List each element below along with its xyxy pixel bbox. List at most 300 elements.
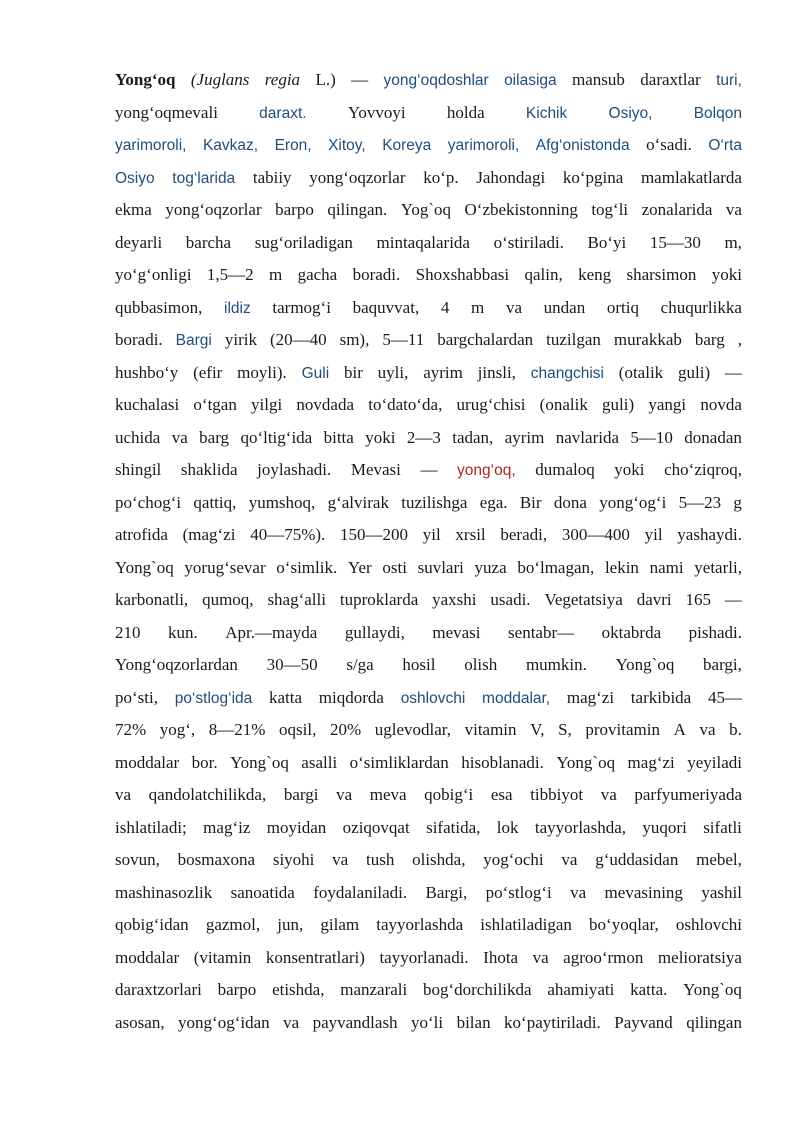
word: qandolatchilikda, [148,785,267,804]
word: (otalik [618,362,664,382]
word: katta [269,687,303,707]
word: to‘dato‘da, [368,395,443,414]
word: mag‘iz [203,817,251,837]
word: Mevasi [350,460,401,479]
hyperlink-word[interactable]: Afg‘onistonda [535,137,630,154]
word: payvandlash [312,1012,398,1032]
word: Yong‘oqzorlardan [115,655,238,674]
word: etishda, [272,980,325,999]
word: keng [578,265,612,284]
text-line [115,720,742,753]
word: g [733,492,742,512]
word: 30—50 [266,655,318,674]
word: sm), [339,330,370,349]
word: daraxtlar [640,70,701,89]
word: ahamiyati [547,980,615,999]
word: miqdorda [318,687,384,707]
word: guli) [678,362,711,382]
word: barg [199,427,230,447]
word: 8—21% [208,720,266,739]
word: po‘sti, [115,687,158,707]
word: jinsli, [477,362,516,382]
word: o‘simlik. [276,557,338,577]
word: va [171,427,188,447]
word: deyarli [115,232,163,252]
word: tuzilgan [546,330,601,349]
hyperlink-word[interactable]: Eron, [274,137,312,154]
word: melioratsiya [657,947,742,967]
word: tadan, [452,427,494,447]
word: va [332,850,349,869]
word: sug‘oriladigan [254,232,353,252]
word: manzarali [340,980,408,999]
hyperlink-word[interactable]: Koreya [382,137,432,154]
word: bargi, [703,655,742,674]
word: 165 [685,590,712,609]
hyperlink-word[interactable]: ildiz [224,299,251,317]
word: tibbiyot [530,785,584,804]
word: tarmog‘i [272,297,331,317]
word: 15—30 [649,232,701,252]
word: dumaloq [535,460,595,479]
word: (onalik [539,395,588,414]
word: xrsil [455,525,486,544]
word: sentabr— [508,622,575,642]
article-body [115,70,742,1045]
word: b. [729,720,742,739]
word: qilingan. [327,200,388,219]
word: sifatli [703,817,742,837]
word: katta. [630,980,668,999]
text-line [115,103,742,136]
word: joylashadi. [257,460,332,479]
word: 20% [329,720,362,739]
text-line [115,395,742,428]
word: holda [446,102,485,122]
word: — [420,460,438,479]
word: uyli, [377,362,409,382]
word: kun. [168,622,198,642]
word: yirik [224,330,257,349]
word: 300—400 [561,525,630,544]
word: bitta [323,427,354,447]
word: olish [464,655,498,674]
word: — [351,70,369,89]
word: barg [694,330,725,349]
word: oktabrda [601,622,662,642]
word: (20—40 [269,330,327,349]
text-line [115,330,742,363]
text-line [115,493,742,526]
word: cho‘ziqroq, [664,460,742,479]
word: moyli). [237,362,287,382]
word: va [115,785,132,804]
word: kuchalasi [115,395,180,414]
word: jun, [277,915,304,934]
word: yog‘ochi [483,850,544,869]
word: va [699,720,716,739]
word: qattiq, [193,492,237,512]
word: V, [530,720,545,739]
word: Jahondagi [476,167,546,187]
word: yoki [365,427,396,447]
word: regia [264,70,301,89]
word: yangi [648,395,687,414]
word: , [737,330,742,349]
text-line [115,753,742,786]
word: mevasi [432,622,481,642]
word: yeyiladi [687,752,742,772]
word: yilgi [251,395,283,414]
hyperlink-word[interactable]: moddalar, [482,689,551,707]
word: esa [490,785,513,804]
text-line [115,818,742,851]
word: Apr.—mayda [225,622,318,642]
word: qilingan [686,1012,742,1032]
word: 5—11 [382,330,425,349]
word: nami [649,557,684,577]
hyperlink-word[interactable]: Xitoy, [328,137,366,154]
word: oziqovqat [342,817,410,837]
word: bir [343,362,363,382]
word: 5—23 [678,492,722,512]
word: ko‘pgina [562,167,624,187]
word: mansub [572,70,625,89]
hyperlink-word[interactable]: yong‘oqdoshlar [383,72,489,89]
word: daraxtzorlari [115,980,202,999]
hyperlink-word[interactable]: Osiyo [115,169,155,187]
word: Ihota [483,947,519,967]
hyperlink-word[interactable]: tog‘larida [172,169,236,187]
word: mag‘zi [627,752,675,772]
word: shingil [115,460,162,479]
text-line [115,168,742,201]
word: Yong‘oq [115,70,176,89]
word: 150—200 [340,525,408,544]
word: usadi. [490,590,531,609]
word: (vitamin [193,947,252,967]
word: yong‘oqmevali [115,102,218,122]
word: yoki [614,460,645,479]
word: barpo [275,200,314,219]
text-line [115,363,742,396]
word: ko‘p. [423,167,459,187]
word: va [532,947,549,967]
hyperlink-word[interactable]: Bargi [175,332,212,349]
hyperlink-word[interactable]: yarimoroli, [115,137,187,154]
word: moyidan [266,817,327,837]
word: oqsil, [279,720,317,739]
word: s/ga [346,655,374,674]
word: O‘zbekistonning [464,200,578,219]
text-line [115,135,742,168]
word: asosan, [115,1012,165,1032]
hyperlink-word[interactable]: changchisi [530,364,604,382]
text-line [115,558,742,591]
word: sharsimon [626,265,697,284]
word: urug‘chisi [456,395,526,414]
word: Yong`oq [556,752,616,772]
text-line [115,590,742,623]
word: konsentratlari) [265,947,365,967]
text-line [115,883,742,916]
word: Vegetatsiya [544,590,623,609]
text-line [115,655,742,688]
word: qobig‘idan [115,915,189,934]
hyperlink-word[interactable]: yong‘oq, [457,462,516,479]
word: tuproklarda [339,590,419,609]
word: Yong`oq [683,980,742,999]
hyperlink-word[interactable]: O‘rta [708,137,742,154]
word: Yog`oq [400,200,452,219]
hyperlink-word[interactable]: turi, [716,72,742,89]
word: (mag‘zi [182,525,236,544]
word: bargchalardan [437,330,534,349]
word: yashaydi. [677,525,742,544]
word: uglevodlar, [374,720,451,739]
word: o‘simliklardan [349,752,449,772]
word: Bo‘yi [587,232,627,252]
word: — [724,590,742,609]
word: yog‘, [159,720,196,739]
hyperlink-word[interactable]: oshlovchi [400,689,466,707]
word: tog‘li [591,200,629,219]
word: L.) [315,70,336,89]
word: moddalar [115,947,180,967]
word: sanoatida [230,882,295,902]
word: guli) [602,395,635,414]
word: ayrim [504,427,545,447]
word: qumoq, [202,590,254,609]
word: ishlatiladigan [480,915,572,934]
word: po‘stlog‘i [485,882,552,902]
word: tayyorlanadi. [379,947,469,967]
text-line [115,525,742,558]
text-line [115,623,742,656]
word: pishadi. [688,622,742,642]
word: navlarida [555,427,619,447]
word: o‘sadi. [646,135,692,154]
word: boradi. [352,265,401,284]
word: g‘alvirak [327,492,389,512]
word: va [600,785,617,804]
word: Yovvoyi [347,102,406,122]
word: foydalaniladi. [313,882,408,902]
text-line [115,460,742,493]
word: — [724,362,742,382]
word: gilam [320,915,360,934]
text-line [115,233,742,266]
word: Shoxshabbasi [415,265,510,284]
word: Bargi, [425,882,468,902]
word: qobig‘i [424,785,474,804]
word: qubbasimon, [115,297,203,317]
word: hushbo‘y [115,362,179,382]
word: sovun, [115,850,160,869]
word: bargi [283,785,319,804]
hyperlink-word[interactable]: po‘stlog‘ida [174,689,253,707]
word: gacha [297,265,338,284]
hyperlink-word[interactable]: daraxt. [259,104,307,122]
word: yong‘oqzorlar [165,200,262,219]
word: zonalarida [641,200,713,219]
word: va [570,882,587,902]
text-line [115,915,742,948]
word: oshlovchi [675,915,742,934]
word: tayyorlashda [376,915,464,934]
word: dona [553,492,587,512]
hyperlink-word[interactable]: yarimoroli, [447,137,520,154]
word: parfyumeriyada [634,785,742,804]
word: moddalar [115,752,180,772]
word: baquvvat, [352,297,420,317]
word: chuqurlikka [660,297,742,317]
word: mag‘zi [566,687,615,707]
word: ishlatiladi; [115,817,187,837]
text-line [115,688,742,721]
word: siyohi [272,850,315,869]
hyperlink-word[interactable]: Guli [301,364,330,382]
word: (efir [193,362,223,382]
word: bilan [456,1012,491,1032]
word: (Juglans [190,70,250,89]
word: yong‘og‘idan [178,1012,270,1032]
text-line [115,980,742,1013]
word: 72% [115,720,147,739]
word: Bir [519,492,542,512]
word: yo‘li [411,1012,444,1032]
word: ekma [115,200,152,219]
word: beradi, [500,525,548,544]
word: murakkab [613,330,682,349]
word: atrofida [115,525,168,544]
word: barpo [217,980,257,999]
word: uchida [115,427,161,447]
word: yashil [701,882,742,902]
hyperlink-word[interactable]: Kichik [525,104,568,122]
word: agroo‘rmon [563,947,644,967]
word: 40—75%). [250,525,326,544]
word: yuza [474,557,507,577]
word: qo‘ltig‘ida [240,427,313,447]
word: asalli [301,752,338,772]
word: yong‘og‘i [599,492,667,512]
word: osti [382,557,407,577]
word: 45— [707,687,742,707]
word: bo‘yoqlar, [589,915,659,934]
word: qalin, [524,265,563,284]
word: gullaydi, [344,622,405,642]
word: novdada [296,395,355,414]
word: Yong`oq [115,557,174,577]
word: mamlakatlarda [640,167,742,187]
word: m [471,297,485,317]
word: Yong`oq [230,752,289,772]
word: o‘tgan [193,395,237,414]
word: po‘chog‘i [115,492,182,512]
word: va [336,785,353,804]
word: vitamin [464,720,517,739]
word: Yer [347,557,372,577]
word: davri [636,590,672,609]
text-line [115,785,742,818]
word: undan [543,297,586,317]
word: hisoblanadi. [461,752,544,772]
word: ortiq [606,297,639,317]
word: mumkin. [525,655,587,674]
word: shag‘alli [267,590,326,609]
word: lekin [604,557,639,577]
hyperlink-word[interactable]: Osiyo, [608,104,653,122]
word: provitamin [585,720,660,739]
word: 4 [440,297,450,317]
word: bosmaxona [177,850,256,869]
word: tush [365,850,395,869]
word: va [283,1012,300,1032]
word: yaxshi [432,590,477,609]
word: ega. [479,492,508,512]
word: karbonatli, [115,590,189,609]
word: yetarli, [694,557,742,577]
word: 5—10 [630,427,673,447]
word: m [268,265,283,284]
word: 2—3 [406,427,441,447]
word: yumshoq, [248,492,316,512]
hyperlink-word[interactable]: Kavkaz, [202,137,259,154]
word: m, [724,232,742,252]
word: 1,5—2 [206,265,254,284]
word: A [673,720,686,739]
word: yorug‘sevar [184,557,266,577]
word: hosil [402,655,436,674]
text-line [115,70,742,103]
word: g‘uddasidan [595,850,679,869]
word: tarkibida [630,687,692,707]
word: Yong`oq [615,655,675,674]
word: bor. [191,752,218,772]
word: yil [422,525,441,544]
word: boradi. [115,330,163,349]
word: gazmol, [205,915,261,934]
word: suvlari [417,557,464,577]
word: bog‘dorchilikda [422,980,532,999]
text-line [115,298,742,331]
word: yong‘oqzorlar [309,167,406,187]
word: 210 [115,622,141,642]
text-line [115,850,742,883]
text-line [115,200,742,233]
word: S, [558,720,572,739]
hyperlink-word[interactable]: oilasiga [504,72,557,89]
word: meva [369,785,407,804]
word: barcha [185,232,232,252]
word: yuqori [642,817,687,837]
word: yil [644,525,663,544]
hyperlink-word[interactable]: Bolqon [693,104,742,122]
word: ayrim [423,362,463,382]
text-line [115,948,742,981]
word: mintaqalarida [376,232,470,252]
word: o‘stiriladi. [493,232,564,252]
word: va [561,850,578,869]
word: lok [496,817,519,837]
word: tuzilishga [401,492,468,512]
word: va [505,297,522,317]
text-line [115,265,742,298]
text-line [115,428,742,461]
word: mashinasozlik [115,882,213,902]
word: tayyorlashda, [534,817,627,837]
